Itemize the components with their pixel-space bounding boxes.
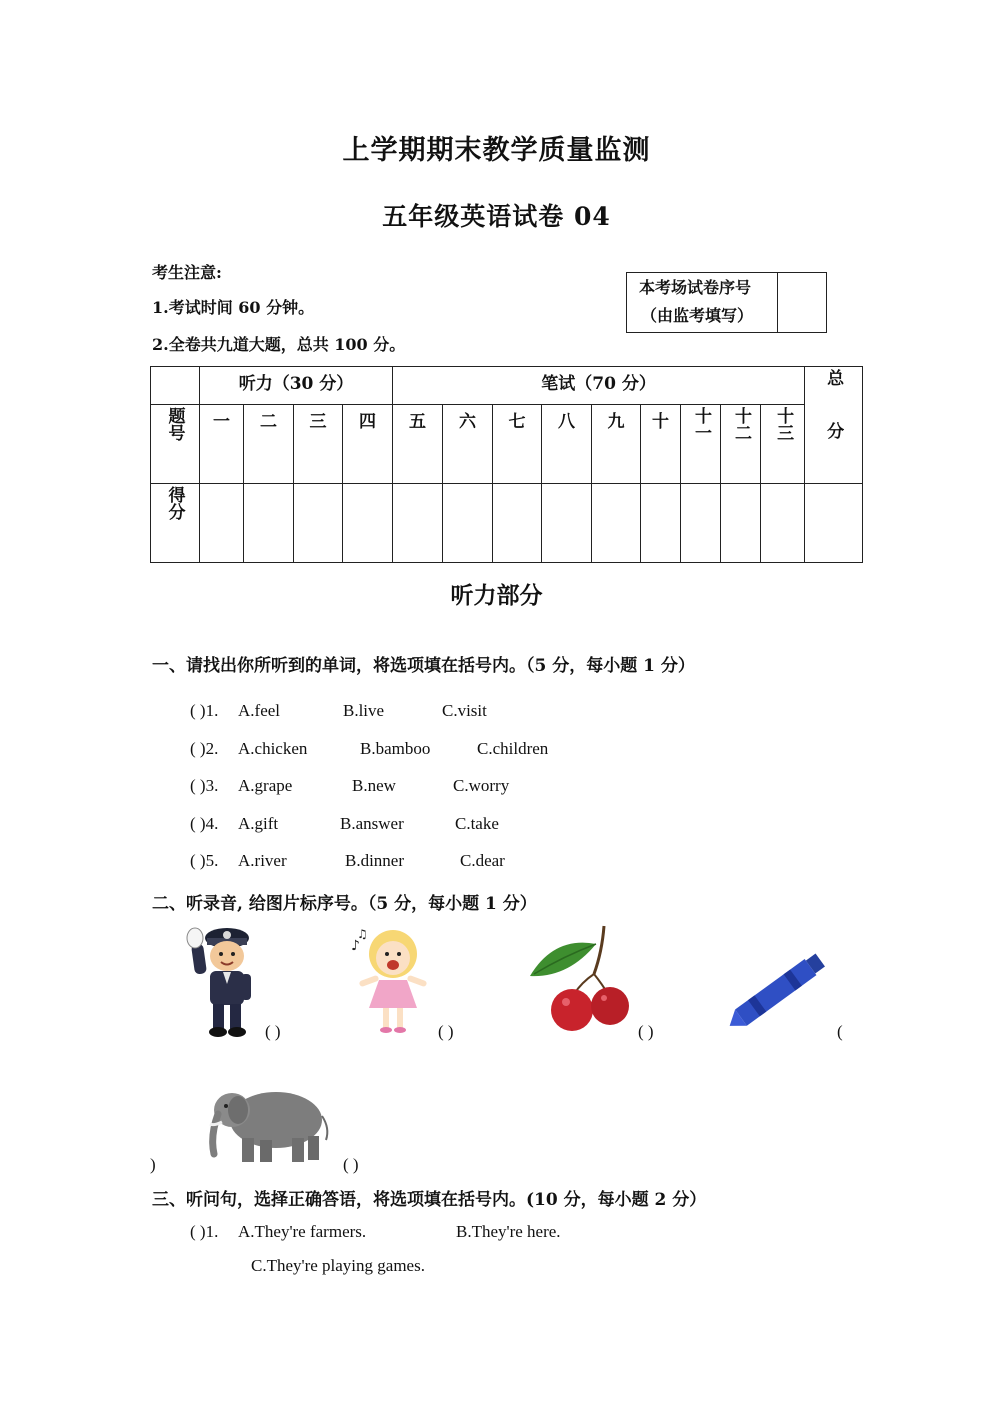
option-a: A.grape [238, 776, 293, 795]
serial-box-sublabel: （由监考填写） [641, 306, 754, 325]
listening-section-title: 听力部分 [450, 582, 543, 609]
part2-heading: 二、听录音, 给图片标序号。（5 分，每小题 1 分） [152, 894, 537, 914]
paper-serial-box [626, 272, 827, 333]
question-number-cell [200, 405, 244, 484]
picture-1-blank[interactable]: ( ) [265, 1022, 281, 1041]
part1-heading: 一、请找出你所听到的单词，将选项填在括号内。（5 分，每小题 1 分） [152, 656, 695, 676]
part1-item [190, 701, 690, 723]
score-entry-cell[interactable] [641, 484, 681, 563]
question-number-cell [244, 405, 294, 484]
exam-title: 上学期期末教学质量监测 [342, 135, 651, 166]
option-b: B.answer [340, 814, 404, 833]
score-entry-cell[interactable] [721, 484, 761, 563]
option-a: A.river [238, 851, 287, 870]
girl-singing-icon [349, 926, 429, 1038]
svg-text:♪: ♪ [351, 938, 360, 954]
option-b: B.dinner [345, 851, 405, 870]
score-entry-cell[interactable] [244, 484, 294, 563]
part3-item-1-option-b: B.They're here. [456, 1222, 561, 1241]
notes-item-2: 2.全卷共九道大题，总共 100 分。 [152, 335, 406, 354]
part3-item-1-option-c: C.They're playing games. [251, 1256, 425, 1275]
picture-3-blank[interactable]: ( ) [638, 1022, 654, 1041]
row-number-label [151, 405, 200, 484]
option-a: A.chicken [238, 739, 308, 758]
lychee-icon [524, 922, 638, 1036]
question-number: 二 [260, 412, 277, 432]
row-number-label-text: 题号 [164, 407, 185, 441]
option-a: A.gift [238, 814, 279, 833]
question-number-cell [641, 405, 681, 484]
part1-item [190, 814, 690, 836]
answer-bracket[interactable]: ( )2. [190, 739, 219, 758]
question-number: 七 [508, 412, 526, 432]
option-c: C.visit [442, 701, 487, 720]
question-number-cell [721, 405, 761, 484]
score-entry-cell[interactable] [592, 484, 641, 563]
question-number-cell [761, 405, 805, 484]
question-number: 八 [558, 412, 576, 432]
total-header-text: 总分 [823, 369, 844, 475]
score-entry-cell[interactable] [200, 484, 244, 563]
part3-heading: 三、听问句，选择正确答语，将选项填在括号内。(10 分，每小题 2 分） [152, 1190, 707, 1210]
part3-item-1-option-a: A.They're farmers. [238, 1222, 367, 1241]
writing-header: 笔试（70 分） [393, 367, 805, 405]
question-number-cell [343, 405, 393, 484]
picture-4-open-paren: ( [837, 1022, 843, 1041]
score-entry-cell[interactable] [493, 484, 542, 563]
picture-4-close-paren: ) [150, 1155, 156, 1174]
score-table [150, 366, 863, 563]
question-number: 四 [359, 412, 376, 432]
question-number: 十 [652, 412, 670, 432]
question-number: 一 [213, 412, 230, 432]
total-score-cell[interactable] [805, 484, 863, 563]
option-a: A.feel [238, 701, 281, 720]
score-table-corner [151, 367, 200, 405]
question-number: 五 [409, 412, 427, 432]
total-header [805, 367, 863, 484]
police-officer-icon [183, 922, 263, 1038]
answer-bracket[interactable]: ( )4. [190, 814, 219, 833]
notes-heading: 考生注意: [152, 263, 222, 282]
answer-bracket[interactable]: ( )5. [190, 851, 219, 870]
question-number: 九 [607, 412, 625, 432]
picture-5-blank[interactable]: ( ) [343, 1155, 359, 1174]
part3-item-1 [190, 1222, 890, 1244]
picture-2-blank[interactable]: ( ) [438, 1022, 454, 1041]
listening-header: 听力（30 分） [200, 367, 393, 405]
serial-box-label: 本考场试卷序号 [639, 278, 752, 297]
score-entry-cell[interactable] [393, 484, 443, 563]
score-entry-cell[interactable] [343, 484, 393, 563]
question-number-cell [443, 405, 493, 484]
question-number-cell [542, 405, 592, 484]
question-number-cell [493, 405, 542, 484]
question-number-cell [294, 405, 343, 484]
part1-item [190, 739, 690, 761]
question-number: 十一 [691, 407, 712, 441]
exam-subtitle: 五年级英语试卷 04 [382, 202, 611, 231]
part3-item-1-number[interactable]: ( )1. [190, 1222, 219, 1241]
answer-bracket[interactable]: ( )3. [190, 776, 219, 795]
crayon-icon [718, 944, 840, 1036]
question-number-cell [592, 405, 641, 484]
score-entry-cell[interactable] [443, 484, 493, 563]
elephant-icon [204, 1080, 334, 1166]
notes-item-1: 1.考试时间 60 分钟。 [152, 298, 315, 317]
question-number: 三 [309, 412, 327, 432]
svg-text:♫: ♫ [357, 927, 368, 941]
question-number: 十三 [773, 407, 794, 441]
option-b: B.new [352, 776, 396, 795]
score-entry-cell[interactable] [542, 484, 592, 563]
question-number: 十二 [731, 407, 752, 441]
part1-item [190, 851, 690, 873]
score-entry-cell[interactable] [681, 484, 721, 563]
score-entry-cell[interactable] [761, 484, 805, 563]
option-c: C.dear [460, 851, 505, 870]
option-b: B.live [343, 701, 385, 720]
question-number-cell [681, 405, 721, 484]
question-number: 六 [459, 412, 477, 432]
option-c: C.worry [453, 776, 510, 795]
row-score-label-text: 得分 [164, 486, 185, 520]
option-c: C.take [455, 814, 499, 833]
part1-item [190, 776, 690, 798]
score-entry-cell[interactable] [294, 484, 343, 563]
option-c: C.children [477, 739, 549, 758]
answer-bracket[interactable]: ( )1. [190, 701, 219, 720]
option-b: B.bamboo [360, 739, 431, 758]
row-score-label [151, 484, 200, 563]
question-number-cell [393, 405, 443, 484]
